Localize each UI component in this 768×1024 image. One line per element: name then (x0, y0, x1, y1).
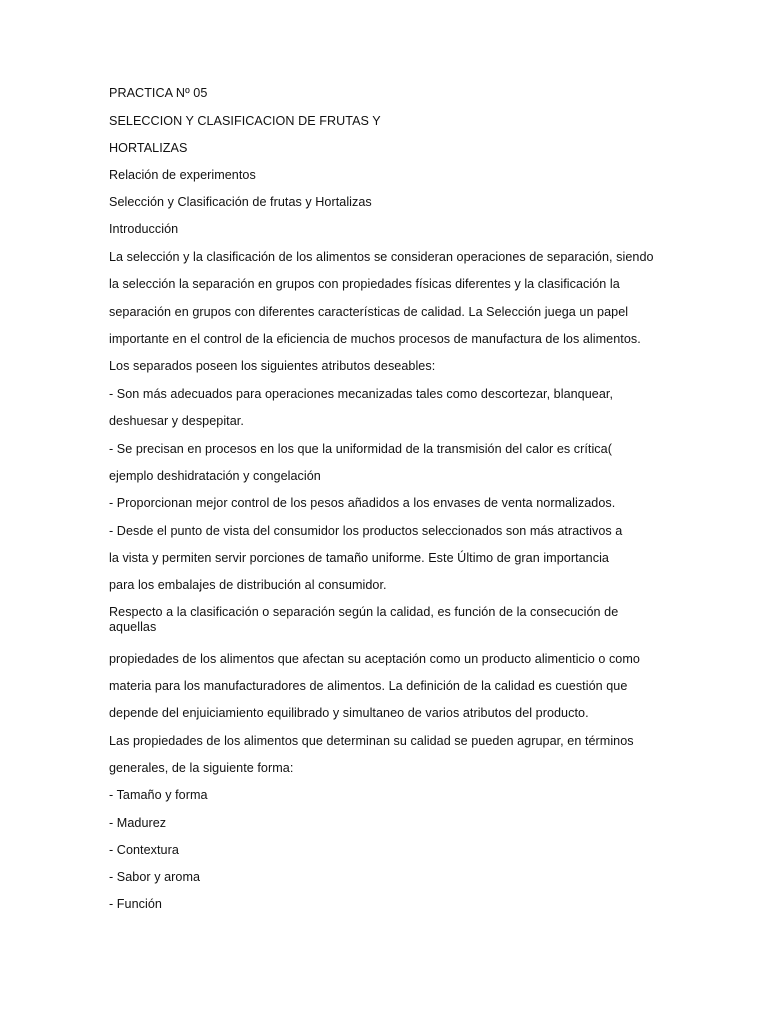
paragraph-line: La selección y la clasificación de los alimentos se consideran operaciones de separación, siendo (109, 250, 654, 264)
section-heading: Introducción (109, 222, 179, 236)
paragraph-line: propiedades de los alimentos que afectan su aceptación como un producto alimenticio o como (109, 652, 640, 666)
list-item: - Son más adecuados para operaciones mecanizadas tales como descortezar, blanquear, (109, 387, 613, 401)
paragraph-line: generales, de la siguiente forma: (109, 761, 294, 775)
list-item: ejemplo deshidratación y congelación (109, 469, 321, 483)
list-item: deshuesar y despepitar. (109, 414, 244, 428)
paragraph-line: depende del enjuiciamiento equilibrado y simultaneo de varios atributos del producto. (109, 706, 589, 720)
list-item: - Madurez (109, 816, 167, 830)
list-item: - Sabor y aroma (109, 870, 201, 884)
practice-number: PRACTICA Nº 05 (109, 86, 208, 100)
list-item: para los embalajes de distribución al consumidor. (109, 578, 387, 592)
paragraph-line: Las propiedades de los alimentos que determinan su calidad se pueden agrupar, en términos (109, 734, 634, 748)
list-item: - Proporcionan mejor control de los pesos añadidos a los envases de venta normalizados. (109, 496, 616, 510)
paragraph-line: materia para los manufacturadores de alimentos. La definición de la calidad es cuestión que (109, 679, 628, 693)
paragraph-line: Respecto a la clasificación o separación según la calidad, es función de la consecución de aquellas (109, 605, 619, 634)
list-item: - Se precisan en procesos en los que la uniformidad de la transmisión del calor es crítica( (109, 442, 612, 456)
list-item: - Función (109, 897, 162, 911)
subtitle-experiments: Relación de experimentos (109, 168, 256, 182)
list-item: - Contextura (109, 843, 179, 857)
title-line-2: HORTALIZAS (109, 141, 188, 155)
paragraph-line: separación en grupos con diferentes características de calidad. La Selección juega un papel (109, 305, 629, 319)
paragraph-line: la selección la separación en grupos con propiedades físicas diferentes y la clasificación la (109, 277, 620, 291)
subtitle-selection: Selección y Clasificación de frutas y Hortalizas (109, 195, 372, 209)
paragraph-line: importante en el control de la eficiencia de muchos procesos de manufactura de los alimentos. (109, 332, 641, 346)
list-item: la vista y permiten servir porciones de tamaño uniforme. Este Último de gran importancia (109, 551, 609, 565)
list-item: - Tamaño y forma (109, 788, 208, 802)
list-item: - Desde el punto de vista del consumidor los productos seleccionados son más atractivos a (109, 524, 623, 538)
title-line-1: SELECCION Y CLASIFICACION DE FRUTAS Y (109, 114, 381, 128)
paragraph-line: Los separados poseen los siguientes atributos deseables: (109, 359, 436, 373)
